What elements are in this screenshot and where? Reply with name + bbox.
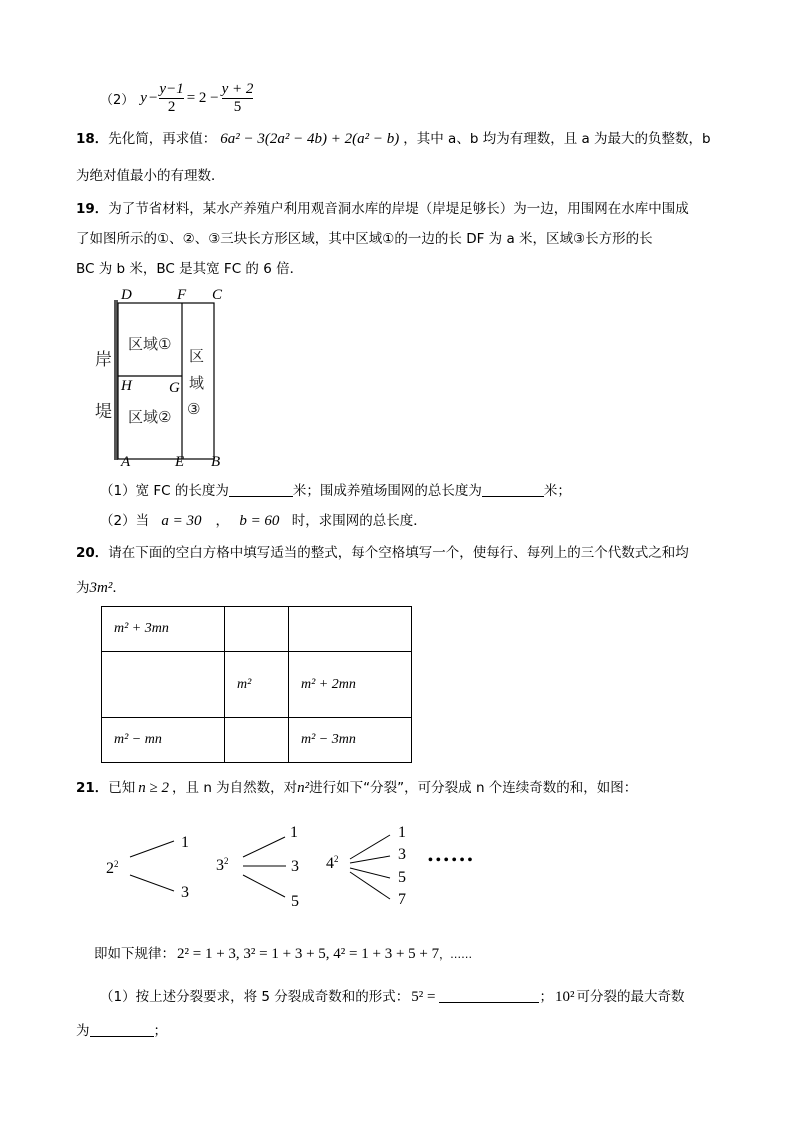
q17-part2 xyxy=(100,78,253,118)
blank-cell[interactable] xyxy=(102,652,225,718)
split-value: 1 xyxy=(290,824,298,841)
q17-frac1-den: 2 xyxy=(167,98,176,115)
split-value: 3 xyxy=(291,858,299,875)
split-value: 1 xyxy=(181,834,189,851)
q20-text-2a: 为 xyxy=(76,580,90,596)
q19-p1-a: （1）宽 FC 的长度为 xyxy=(100,483,229,499)
q17-frac2-den: 5 xyxy=(233,98,242,115)
question-number: 18． xyxy=(76,131,109,147)
q21-n-squared: n² xyxy=(297,780,310,796)
q19-p2-c: 时，求围网的总长度． xyxy=(291,513,427,529)
label-A: A xyxy=(121,454,131,470)
q21-p1-expr: 5² = xyxy=(411,989,436,1005)
q18-line-2: 为绝对值最小的有理数． xyxy=(76,168,225,184)
q21-part-1 xyxy=(100,985,684,1006)
q19-b-value: b = 60 xyxy=(239,513,280,529)
q21-text-b: ，且 n 为自然数，对 xyxy=(172,780,298,796)
minus-sign: − xyxy=(148,89,158,106)
square-3: $3^2$ xyxy=(216,856,229,874)
q19-p1-b: 米；围成养殖场围网的总长度为 xyxy=(292,483,482,499)
q17-part-label: （2） xyxy=(100,92,135,108)
label-H: H xyxy=(121,378,132,394)
q19-part-2 xyxy=(100,509,427,530)
q20-line-1 xyxy=(76,541,689,561)
q19-p2-a: （2）当 xyxy=(100,513,150,529)
label-D: D xyxy=(121,287,132,303)
branch-line xyxy=(350,835,390,859)
q17-frac1-num: y−1 xyxy=(159,80,184,97)
q21-rule xyxy=(94,942,472,963)
split-value: 1 xyxy=(398,824,406,841)
q17-mid: = 2 − xyxy=(186,89,219,106)
q19-text-1: 为了节省材料，某水产养殖户利用观音洞水库的岸堤（岸堤足够长）为一边，用围网在水库中围成 xyxy=(108,201,689,217)
answer-blank-fc[interactable] xyxy=(229,482,293,497)
split-value: 5 xyxy=(291,893,299,910)
question-number: 21． xyxy=(76,780,109,796)
blank-cell[interactable] xyxy=(225,607,289,652)
q21-rule-a: 即如下规律： xyxy=(94,946,175,962)
q20-magic-square xyxy=(101,606,412,763)
q20-line-2 xyxy=(76,576,126,597)
q19-line-1 xyxy=(76,197,689,217)
q18-condition-1: ，其中 a、b 均为有理数，且 a 为最大的负整数，b xyxy=(403,131,711,147)
q20-text-2b: ． xyxy=(112,580,126,596)
square-4: $4^2$ xyxy=(326,854,339,872)
cell: m² − mn xyxy=(102,718,225,763)
region-3-label-b: 域 xyxy=(189,374,205,392)
bank-label-1: 岸 xyxy=(95,350,112,370)
label-F: F xyxy=(177,287,187,303)
q21-line-1 xyxy=(76,776,637,797)
q21-text-a: 已知 xyxy=(108,780,136,796)
branch-line xyxy=(243,837,285,857)
blank-cell[interactable] xyxy=(225,718,289,763)
q19-line-3: BC 为 b 米，BC 是其宽 FC 的 6 倍． xyxy=(76,261,304,277)
square-2: $2^2$ xyxy=(106,859,119,877)
region-1-label: 区域① xyxy=(128,335,172,353)
q21-condition: n ≥ 2 xyxy=(138,780,170,796)
q21-part-1-cont xyxy=(76,1019,167,1039)
question-number: 20． xyxy=(76,545,109,561)
q21-p1-b: ； xyxy=(539,989,553,1005)
label-E: E xyxy=(175,454,185,470)
ellipsis: •••••• xyxy=(428,853,476,868)
cell: m² xyxy=(225,652,289,718)
q21-ten-squared: 10² xyxy=(554,989,575,1005)
q21-p1-d: 为 xyxy=(76,1023,90,1039)
answer-blank-max-odd[interactable] xyxy=(90,1022,154,1037)
blank-cell[interactable] xyxy=(289,607,412,652)
answer-blank-total[interactable] xyxy=(482,482,544,497)
q21-rule-b: ，…… xyxy=(439,948,473,961)
table-row xyxy=(102,652,412,718)
branch-line xyxy=(350,856,390,863)
q19-part-1 xyxy=(100,479,571,499)
branch-line xyxy=(243,875,285,897)
q21-p1-e: ； xyxy=(153,1023,167,1039)
q18-intro: 先化简，再求值： xyxy=(108,131,217,147)
q19-a-value: a = 30 xyxy=(161,513,202,529)
q17-fraction-2 xyxy=(222,81,254,116)
q18-line-1 xyxy=(76,127,711,148)
q19-figure xyxy=(90,284,240,474)
base: 4 xyxy=(326,855,334,872)
region-3-label-a: 区 xyxy=(189,347,205,365)
q19-line-2: 了如图所示的①、②、③三块长方形区域，其中区域①的一边的长 DF 为 a 米，区域③长方形的长 xyxy=(76,231,653,247)
q19-p1-c: 米； xyxy=(543,483,571,499)
table-row xyxy=(102,718,412,763)
question-number: 19． xyxy=(76,201,109,217)
table-row xyxy=(102,607,412,652)
split-value: 7 xyxy=(398,891,406,908)
label-G: G xyxy=(169,380,180,396)
cell: m² − 3mn xyxy=(289,718,412,763)
split-value: 3 xyxy=(181,884,189,901)
cell: m² + 3mn xyxy=(102,607,225,652)
bank-label-2: 堤 xyxy=(95,402,112,422)
q18-expression: 6a² − 3(2a² − 4b) + 2(a² − b) xyxy=(220,131,400,147)
region-3-label-c: ③ xyxy=(187,400,201,418)
split-value: 3 xyxy=(398,846,406,863)
q17-fraction-1 xyxy=(159,81,183,116)
cell: m² + 2mn xyxy=(289,652,412,718)
base: 2 xyxy=(106,860,114,877)
split-value: 5 xyxy=(398,869,406,886)
label-B: B xyxy=(211,454,221,470)
answer-blank-5-squared[interactable] xyxy=(439,988,539,1003)
branch-line xyxy=(130,841,174,857)
q21-p1-a: （1）按上述分裂要求，将 5 分裂成奇数和的形式： xyxy=(100,989,410,1005)
branch-line xyxy=(130,875,174,891)
q20-sum-expression: 3m² xyxy=(89,580,113,596)
comma: ， xyxy=(215,513,230,529)
q17-var: y xyxy=(140,89,147,106)
q20-text-1: 请在下面的空白方格中填写适当的整式，每个空格填写一个，使每行、每列上的三个代数式之和均 xyxy=(108,545,689,561)
q21-p1-c: 可分裂的最大奇数 xyxy=(576,989,685,1005)
label-C: C xyxy=(212,287,223,303)
q17-frac2-num: y + 2 xyxy=(221,80,254,97)
base: 3 xyxy=(216,857,224,874)
q21-text-c: 进行如下“分裂”，可分裂成 n 个连续奇数的和，如图： xyxy=(309,780,638,796)
region-2-label: 区域② xyxy=(128,408,172,426)
q21-rule-expression: 2² = 1 + 3, 3² = 1 + 3 + 5, 4² = 1 + 3 + 5 + 7 xyxy=(177,946,440,962)
